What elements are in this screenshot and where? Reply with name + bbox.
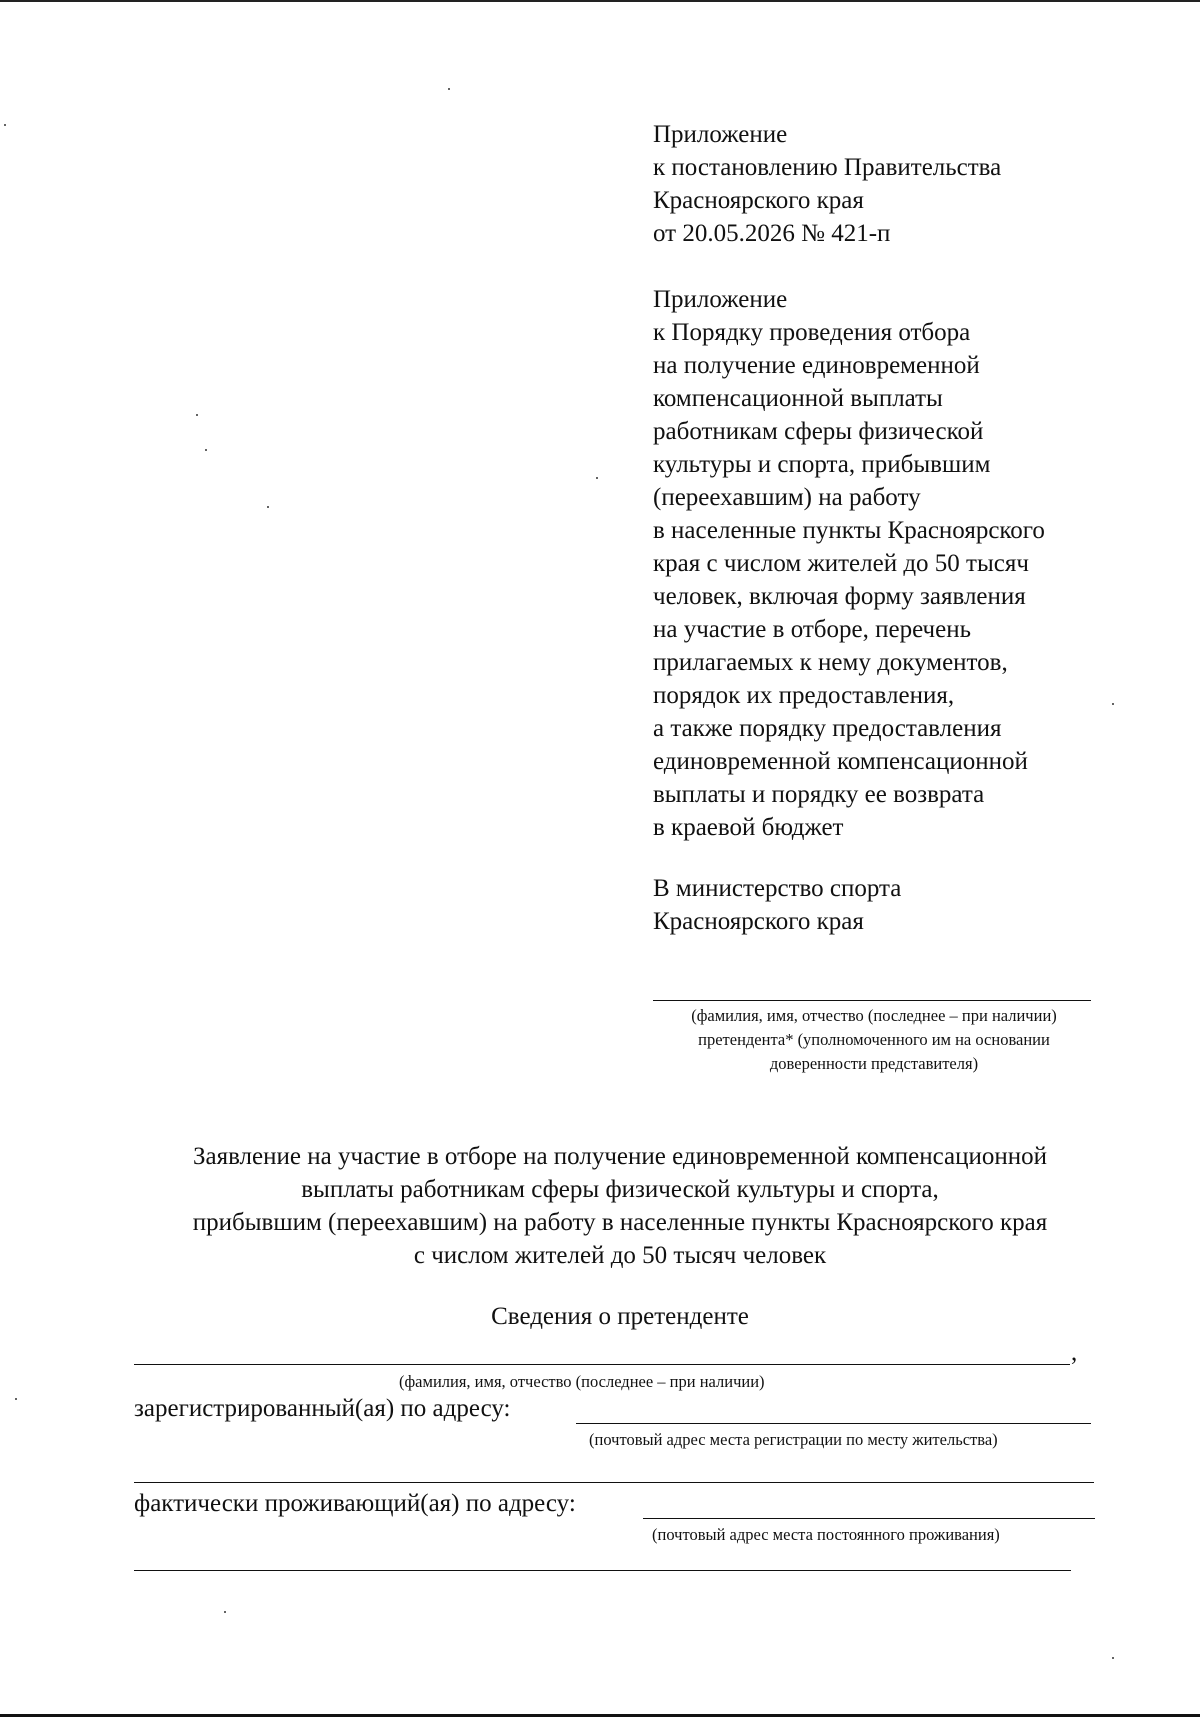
- scan-speck: [224, 1611, 226, 1613]
- actual-address-continuation-line[interactable]: [134, 1570, 1071, 1571]
- appendix-line: на получение единовременной: [653, 352, 980, 379]
- caption-line: доверенности представителя): [769, 1054, 979, 1073]
- appendix-line: (переехавшим) на работу: [653, 484, 921, 511]
- name-field-caption: (фамилия, имя, отчество (последнее – при наличии): [399, 1372, 765, 1391]
- title-line: выплаты работникам сферы физической культуры и спорта,: [301, 1176, 939, 1203]
- appendix-line: края с числом жителей до 50 тысяч: [653, 550, 1029, 577]
- appendix-line: к постановлению Правительства: [653, 154, 1002, 181]
- caption-line: претендента* (уполномоченного им на основании: [698, 1030, 1050, 1049]
- addressee-line: Красноярского края: [653, 908, 864, 935]
- addressee-line: В министерство спорта: [653, 875, 902, 902]
- appendix-line: от 20.05.2026 № 421-п: [653, 220, 891, 247]
- registered-address-label: зарегистрированный(ая) по адресу:: [134, 1395, 511, 1422]
- appendix-line: культуры и спорта, прибывшим: [653, 451, 991, 478]
- actual-address-label: фактически проживающий(ая) по адресу:: [134, 1490, 576, 1517]
- title-line: Заявление на участие в отборе на получение единовременной компенсационной: [192, 1143, 1048, 1170]
- appendix-line: в населенные пункты Красноярского: [653, 517, 1045, 544]
- appendix-line: а также порядку предоставления: [653, 715, 1002, 742]
- appendix-line: на участие в отборе, перечень: [653, 616, 972, 643]
- title-line: с числом жителей до 50 тысяч человек: [413, 1242, 827, 1269]
- scan-speck: [15, 1398, 17, 1400]
- appendix-line: прилагаемых к нему документов,: [653, 649, 1008, 676]
- appendix-line: к Порядку проведения отбора: [653, 319, 971, 346]
- appendix-to-procedure: [653, 283, 1045, 844]
- appendix-line: Приложение: [653, 121, 788, 148]
- caption-line: (фамилия, имя, отчество (последнее – при наличии): [691, 1006, 1057, 1025]
- name-field-comma: ,: [1071, 1339, 1078, 1366]
- appendix-line: компенсационной выплаты: [653, 385, 943, 412]
- application-title: [100, 1140, 1140, 1272]
- scan-speck: [1112, 703, 1114, 705]
- actual-address-caption: (почтовый адрес места постоянного проживания): [652, 1525, 1000, 1544]
- scan-speck: [596, 477, 598, 479]
- scan-speck: [1112, 1657, 1114, 1659]
- section-title: Сведения о претенденте: [491, 1303, 749, 1330]
- scan-speck: [205, 449, 207, 451]
- name-field-line[interactable]: [134, 1364, 1070, 1365]
- appendix-line: Красноярского края: [653, 187, 864, 214]
- appendix-line: в краевой бюджет: [653, 814, 844, 841]
- applicant-name-field-line[interactable]: [653, 1000, 1091, 1001]
- scan-speck: [267, 506, 269, 508]
- appendix-line: работникам сферы физической: [653, 418, 984, 445]
- appendix-line: выплаты и порядку ее возврата: [653, 781, 985, 808]
- applicant-name-caption: [640, 1004, 1108, 1076]
- addressee: [653, 872, 901, 938]
- registered-address-continuation-line[interactable]: [134, 1482, 1094, 1483]
- registered-address-caption: (почтовый адрес места регистрации по месту жительства): [589, 1430, 998, 1449]
- actual-address-field-line[interactable]: [643, 1518, 1095, 1519]
- registered-address-field-line[interactable]: [576, 1423, 1091, 1424]
- appendix-line: Приложение: [653, 286, 788, 313]
- appendix-line: человек, включая форму заявления: [653, 583, 1026, 610]
- appendix-line: порядок их предоставления,: [653, 682, 955, 709]
- scan-speck: [196, 414, 198, 416]
- top-border-line: [0, 0, 1200, 2]
- bottom-border-line: [0, 1714, 1200, 1717]
- scan-speck: [4, 124, 6, 126]
- appendix-line: единовременной компенсационной: [653, 748, 1028, 775]
- title-line: прибывшим (переехавшим) на работу в населенные пункты Красноярского края: [192, 1209, 1048, 1236]
- scan-speck: [448, 88, 450, 90]
- appendix-to-resolution: [653, 118, 1001, 250]
